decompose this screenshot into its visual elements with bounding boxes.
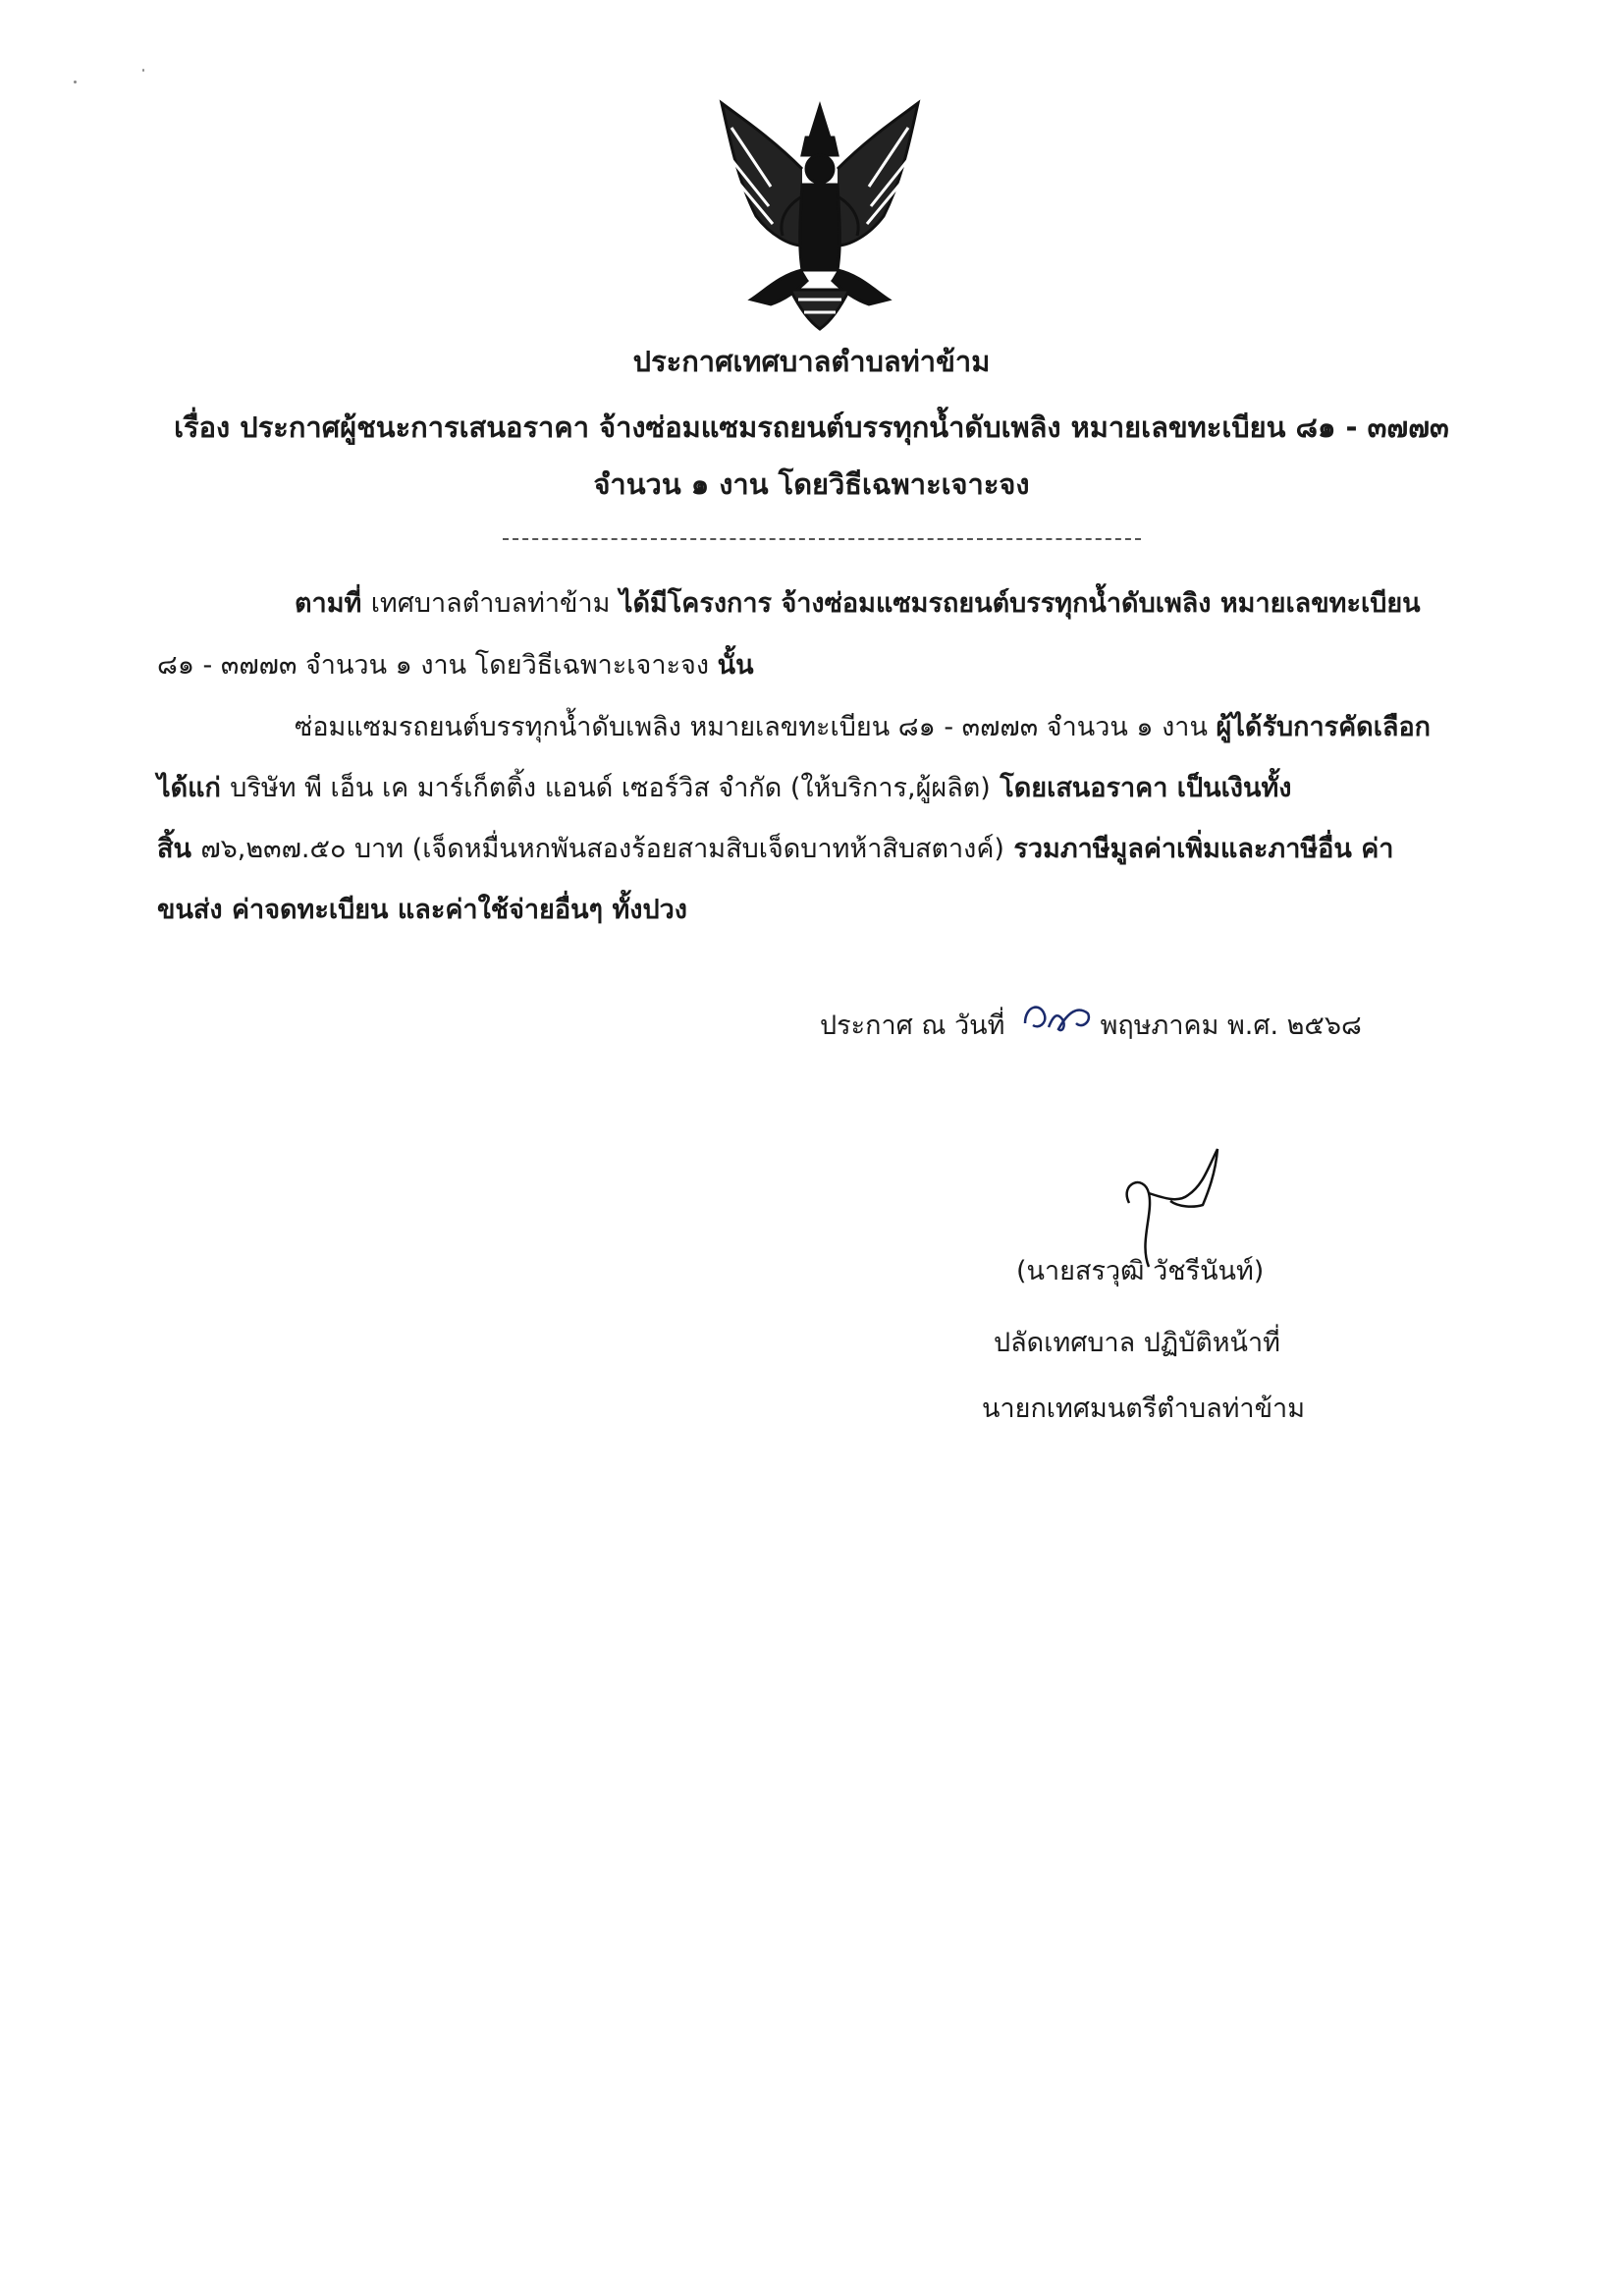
paragraph2-amount: ๗๖,๒๓๗.๕๐ บาท (เจ็ดหมื่นหกพันสองร้อยสามสิบเจ็ดบาทห้าสิบสตางค์) [200, 834, 1004, 864]
garuda-emblem-icon [712, 98, 928, 334]
paragraph2-line3 [157, 827, 1393, 869]
paragraph1-close: นั้น [717, 650, 754, 681]
scan-speck [142, 69, 144, 72]
date-prefix: ประกาศ ณ วันที่ [820, 1011, 1005, 1041]
paragraph1-municipality: เทศบาลตำบลท่าข้าม [370, 588, 611, 619]
paragraph1-line1 [295, 581, 1421, 624]
paragraph2-line2 [157, 766, 1291, 808]
handwritten-day [1019, 994, 1098, 1043]
paragraph1-line2 [157, 643, 754, 685]
paragraph2-winner-name: บริษัท พี เอ็น เค มาร์เก็ตติ้ง แอนด์ เซอร์วิส จำกัด (ให้บริการ,ผู้ผลิต) [230, 773, 991, 803]
paragraph1-registration: ๘๑ - ๓๗๗๓ จำนวน ๑ งาน โดยวิธีเฉพาะเจาะจง [157, 650, 718, 681]
paragraph2-line1 [295, 705, 1431, 747]
signatory-acting-for: นายกเทศมนตรีตำบลท่าข้าม [982, 1394, 1305, 1424]
paragraph2-line4: ขนส่ง ค่าจดทะเบียน และค่าใช้จ่ายอื่นๆ ทั้งปวง [157, 895, 687, 925]
paragraph2-item: ซ่อมแซมรถยนต์บรรทุกน้ำดับเพลิง หมายเลขทะเบียน ๘๑ - ๓๗๗๓ จำนวน ๑ งาน [295, 712, 1217, 742]
signatory-position: ปลัดเทศบาล ปฏิบัติหน้าที่ [994, 1328, 1280, 1358]
paragraph2-price-label: โดยเสนอราคา เป็นเงินทั้ง [990, 773, 1292, 803]
date-month-year: พฤษภาคม พ.ศ. ๒๕๖๘ [1100, 1011, 1362, 1041]
document-title: ประกาศเทศบาลตำบลท่าข้าม [632, 345, 991, 378]
paragraph2-total-label: สิ้น [157, 834, 201, 864]
scan-speck [74, 81, 77, 83]
separator-line [503, 538, 1141, 540]
paragraph1-project: ได้มีโครงการ จ้างซ่อมแซมรถยนต์บรรทุกน้ำดับเพลิง หมายเลขทะเบียน [610, 588, 1421, 619]
paragraph1-lead: ตามที่ [295, 588, 371, 619]
document-method: จำนวน ๑ งาน โดยวิธีเฉพาะเจาะจง [593, 467, 1030, 501]
paragraph2-tax-note: รวมภาษีมูลค่าเพิ่มและภาษีอื่น ค่า [1003, 834, 1394, 864]
paragraph2-winner-label: ได้แก่ [157, 773, 231, 803]
paragraph2-selected-label: ผู้ได้รับการคัดเลือก [1216, 712, 1432, 742]
signatory-name: (นายสรวุฒิ วัชรีนันท์) [1016, 1256, 1265, 1286]
document-subject: เรื่อง ประกาศผู้ชนะการเสนอราคา จ้างซ่อมแซมรถยนต์บรรทุกน้ำดับเพลิง หมายเลขทะเบียน ๘๑ - ๓๗๗๓ [174, 410, 1449, 444]
